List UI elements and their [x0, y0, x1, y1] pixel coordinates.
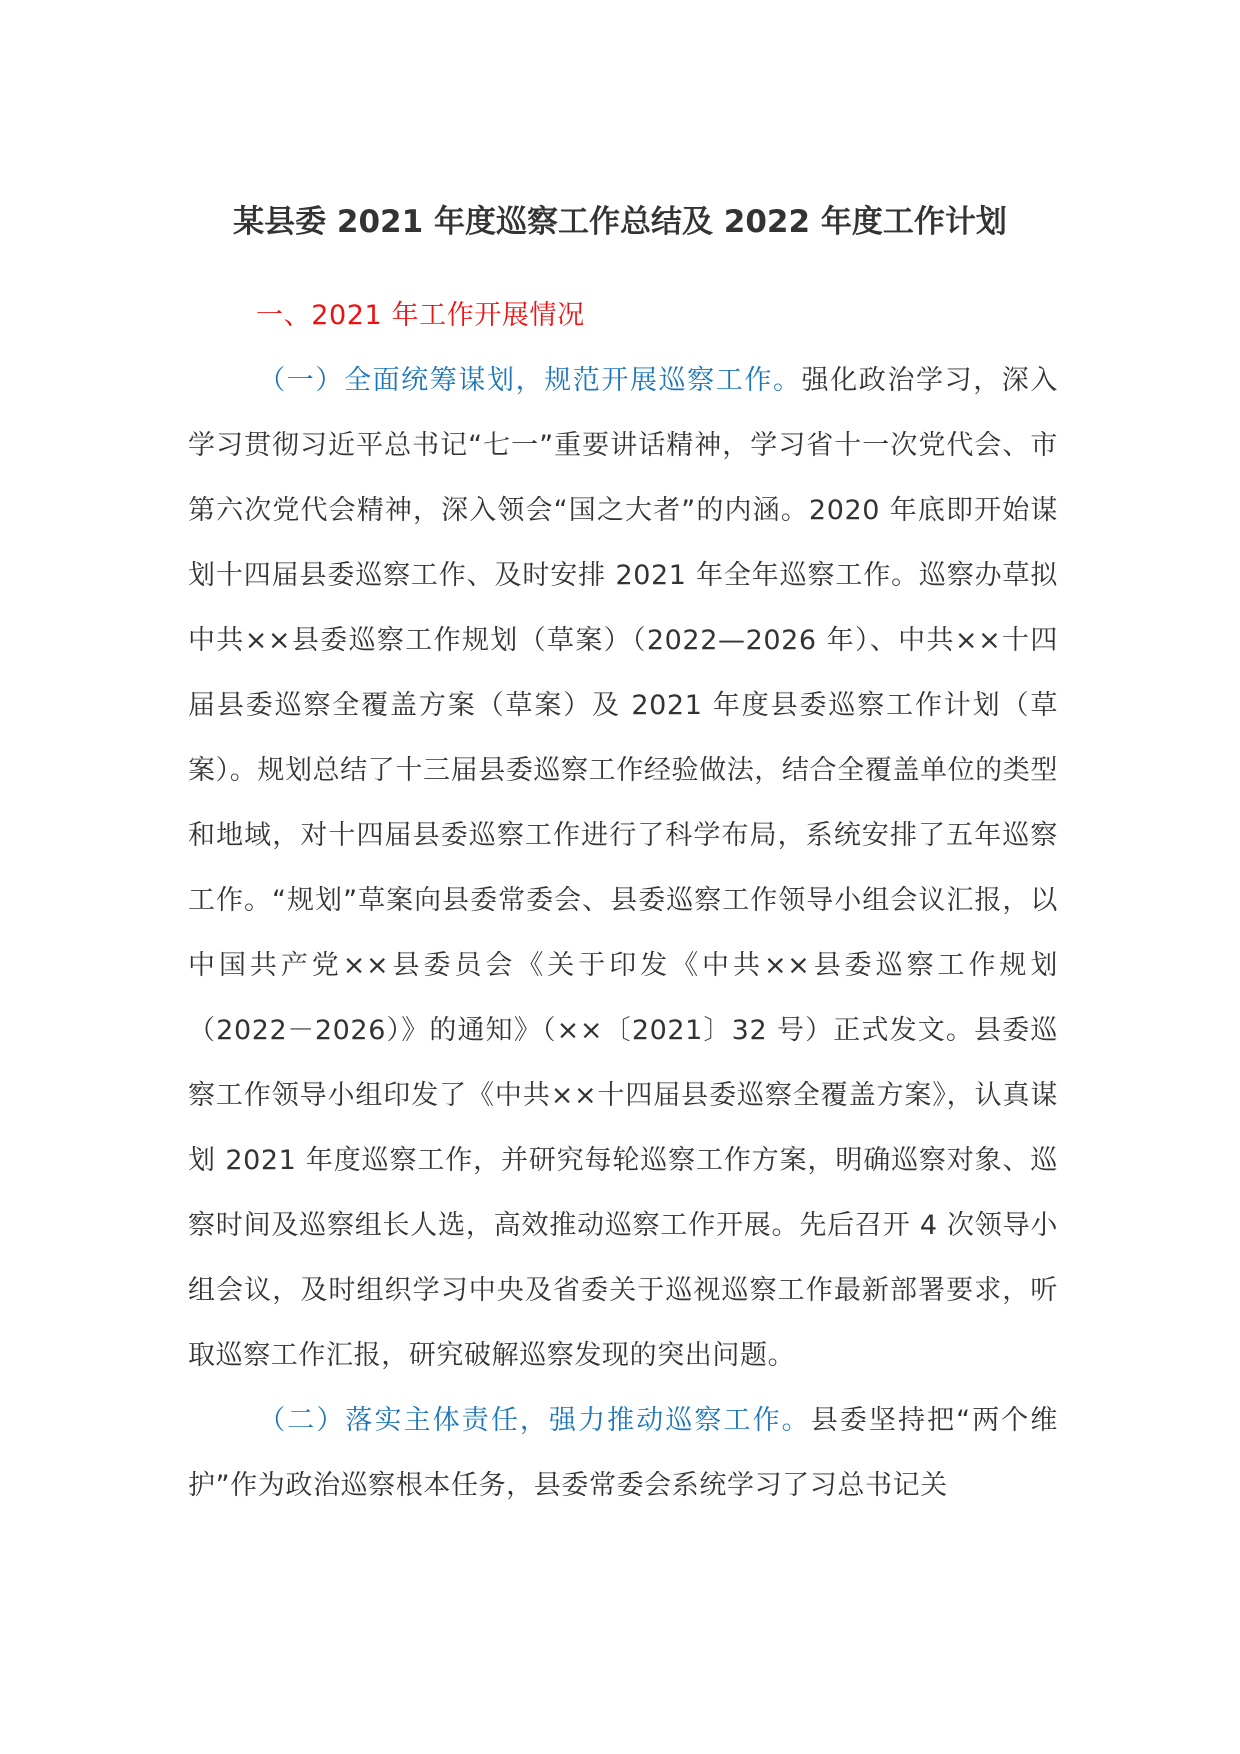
section-heading: 一、2021 年工作开展情况 — [256, 300, 585, 331]
subsection-heading-1: （一）全面统筹谋划，规范开展巡察工作。 — [258, 365, 802, 396]
subsection-heading-2: （二）落实主体责任，强力推动巡察工作。 — [258, 1405, 811, 1436]
document-body — [188, 283, 1058, 1518]
document-title: 某县委 2021 年度巡察工作总结及 2022 年度工作计划 — [233, 204, 1007, 240]
paragraph-2 — [188, 1388, 1058, 1518]
paragraph-1-text: 强化政治学习，深入学习贯彻习近平总书记“七一”重要讲话精神，学习省十一次党代会、市第六次党代会精神，深入领会“国之大者”的内涵。2020 年底即开始谋划十四届县委巡察工作、及时安排 2021 年全年巡察工作。巡察办草拟中共××县委巡察工作规划（草案）（2022—2026 年）、中共××十四届县委巡察全覆盖方案（草案）及 2021 年度县委巡察工作计划（草案）。规划总结了十三届县委巡察工作经验做法，结合全覆盖单位的类型和地域，对十四届县委巡察工作进行了科学布局，系统安排了五年巡察工作。“规划”草案向县委常委会、县委巡察工作领导小组会议汇报，以中国共产党××县委员会《关于印发《中共××县委巡察工作规划（2022－2026）》的通知》（××〔2021〕32 号）正式发文。县委巡察工作领导小组印发了《中共××十四届县委巡察全覆盖方案》，认真谋划 2021 年度巡察工作，并研究每轮巡察工作方案，明确巡察对象、巡察时间及巡察组长人选，高效推动巡察工作开展。先后召开 4 次领导小组会议，及时组织学习中央及省委关于巡视巡察工作最新部署要求，听取巡察工作汇报，研究破解巡察发现的突出问题。 — [188, 365, 1058, 1371]
paragraph-2-text: 县委坚持把“两个维护”作为政治巡察根本任务，县委常委会系统学习了习总书记关 — [188, 1405, 1058, 1501]
paragraph-1 — [188, 348, 1058, 1388]
